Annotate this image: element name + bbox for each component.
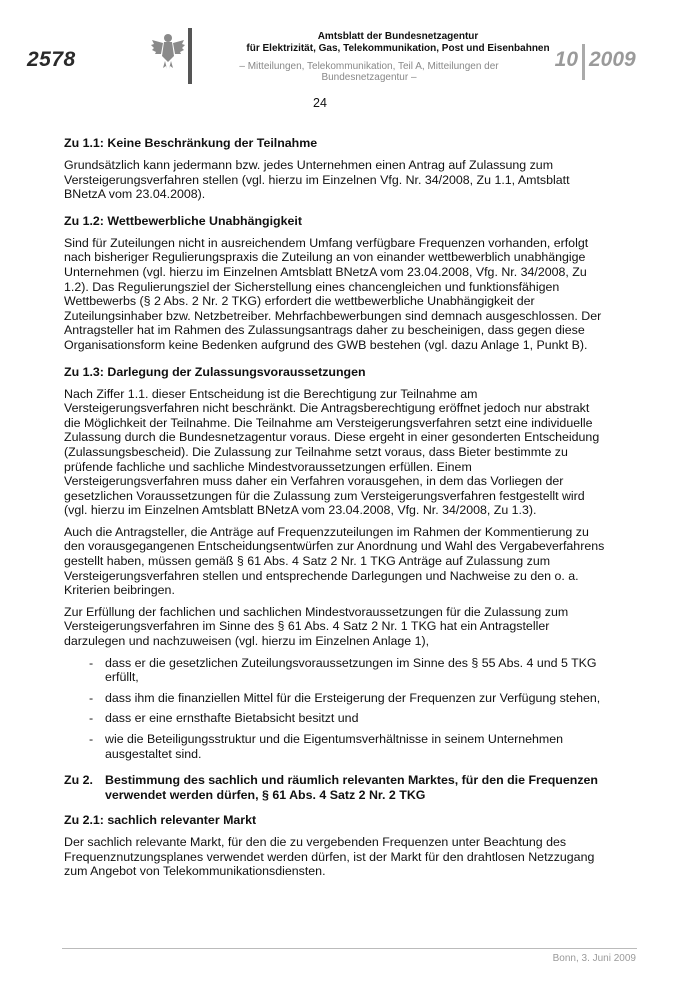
- page-header: [0, 0, 700, 95]
- section-number: Zu 2.: [64, 773, 93, 788]
- paragraph: Auch die Antragsteller, die Anträge auf Frequenzzuteilungen im Rahmen der Kommentierung zu den vorausgegangenen Entscheidungsentwürfen zur Anordnung und Wahl des Vergabeverfahrens gestellt haben, müssen gemäß § 61 Abs. 4 Satz 2 Nr. 1 TKG Anträge auf Zulassung zum Versteigerungsverfahren stellen und entsprechende Darlegungen und Nachweise zu den o. a. Kriterien beibringen.: [64, 524, 605, 598]
- gazette-title-line2: für Elektrizität, Gas, Telekommunikation, Post und Eisenbahnen: [246, 43, 550, 54]
- paragraph: Sind für Zuteilungen nicht in ausreichendem Umfang verfügbare Frequenzen vorhanden, erfolgt nach bisheriger Regulierungspraxis die Zuteilung an von einander wettbewerblich unabhängige Unternehmen (vgl. hierzu im Einzelnen Amtsblatt BNetzA vom 23.04.2008, Vfg. Nr. 34/2008, Zu 1.2). Das Regulierungsziel der Sicherstellung eines chancengleichen und funktionsfähigen Wettbewerbs (§ 2 Abs. 2 Nr. 2 TKG) erfordert die wettbewerbliche Unabhängigkeit der Zuteilungsinhaber bzw. Netzbetreiber. Mehrfachbewerbungen sind demnach ausgeschlossen. Der Antragsteller hat im Rahmen des Zulassungsantrags daher zu bescheinigen, dass gegen diese Organisationsform keine Bedenken aufgrund des GWB bestehen (vgl. dazu Anlage 1, Punkt B).: [64, 235, 602, 352]
- footer-date: Bonn, 3. Juni 2009: [552, 953, 636, 964]
- paragraph: Der sachlich relevante Markt, für den die zu vergebenden Frequenzen unter Beachtung des Frequenznutzungsplanes verwendet werden dürfen, ist der Markt für den drahtlosen Netzzugang zum Angebot von Telekommunikationsdiensten.: [64, 835, 595, 879]
- issue-year: 2009: [589, 48, 636, 71]
- issue-number: 10: [554, 48, 578, 71]
- gazette-subtitle: – Mitteilungen, Telekommunikation, Teil A, Mitteilungen der Bundesnetzagentur –: [239, 61, 499, 83]
- bullet-dash: -: [89, 732, 94, 746]
- document-page-number: 24: [313, 96, 327, 110]
- section-title: Bestimmung des sachlich und räumlich relevanten Marktes, für den die Frequenzen verwendet werden dürfen, § 61 Abs. 4 Satz 2 Nr. 2 TKG: [105, 773, 598, 803]
- section-heading-2: [64, 773, 609, 803]
- issue-divider: [582, 44, 585, 80]
- document-body: [64, 130, 609, 886]
- list-item: - dass er eine ernsthafte Bietabsicht besitzt und: [89, 711, 359, 726]
- paragraph: Grundsätzlich kann jedermann bzw. jedes Unternehmen einen Antrag auf Zulassung zum Versteigerungsverfahren stellen (vgl. hierzu im Einzelnen Vfg. Nr. 34/2008, Zu 1.1, Amtsblatt BNetzA vom 23.04.2008).: [64, 158, 570, 202]
- section-heading-1-2: Zu 1.2: Wettbewerbliche Unabhängigkeit: [64, 213, 302, 228]
- list-item: - dass ihm die finanziellen Mittel für die Ersteigerung der Frequenzen zur Verfügung stehen,: [89, 690, 601, 705]
- bullet-dash: -: [89, 711, 94, 726]
- gazette-page-number: 2578: [27, 48, 76, 71]
- bullet-dash: -: [89, 655, 94, 670]
- section-heading-2-1: Zu 2.1: sachlich relevanter Markt: [64, 813, 257, 828]
- gazette-title: Amtsblatt der Bundesnetzagentur: [317, 31, 479, 42]
- header-divider: [188, 28, 192, 84]
- bullet-dash: -: [89, 690, 94, 705]
- federal-eagle-icon: [150, 30, 186, 70]
- paragraph: Zur Erfüllung der fachlichen und sachlichen Mindestvoraussetzungen für die Zulassung zum Versteigerungsverfahren im Sinne des § 61 Abs. 4 Satz 2 Nr. 1 TKG hat ein Antragsteller darzulegen und nachzuweisen (vgl. hierzu im Einzelnen Anlage 1),: [64, 604, 569, 649]
- section-heading-1-3: Zu 1.3: Darlegung der Zulassungsvoraussetzungen: [64, 364, 366, 379]
- section-heading-1-1: Zu 1.1: Keine Beschränkung der Teilnahme: [64, 136, 318, 150]
- paragraph: Nach Ziffer 1.1. dieser Entscheidung ist die Berechtigung zur Teilnahme am Versteigerungsverfahren nicht beschränkt. Die Antragsberechtigung eröffnet jedoch nur abstrakt die Möglichkeit der Teilnahme. Die Teilnahme am Versteigerungsverfahren setzt eine individuelle Zulassung durch die Bundesnetzagentur voraus. Diese ergeht in einer gesonderten Entscheidung (Zulassungsbescheid). Die Zulassung zur Teilnahme setzt voraus, dass Bieter bestimmte zu prüfende fachliche und sachliche Mindestvoraussetzungen erfüllen. Einem Versteigerungsverfahren muss daher ein Verfahren vorausgehen, in dem das Vorliegen der gesetzlichen Voraussetzungen für die Zulassung zum Versteigerungsverfahren festgestellt wird (vgl. hierzu im Einzelnen Amtsblatt BNetzA vom 23.04.2008, Vfg. Nr. 34/2008, Zu 1.3).: [64, 386, 600, 518]
- list-item: - dass er die gesetzlichen Zuteilungsvoraussetzungen im Sinne des § 55 Abs. 4 und 5 TKG erfüllt,: [89, 655, 597, 685]
- requirements-list: [64, 656, 609, 762]
- footer-divider: [62, 948, 637, 949]
- list-item: - wie die Beteiligungsstruktur und die Eigentumsverhältnisse in seinem Unternehmen ausgestaltet sind.: [89, 732, 564, 761]
